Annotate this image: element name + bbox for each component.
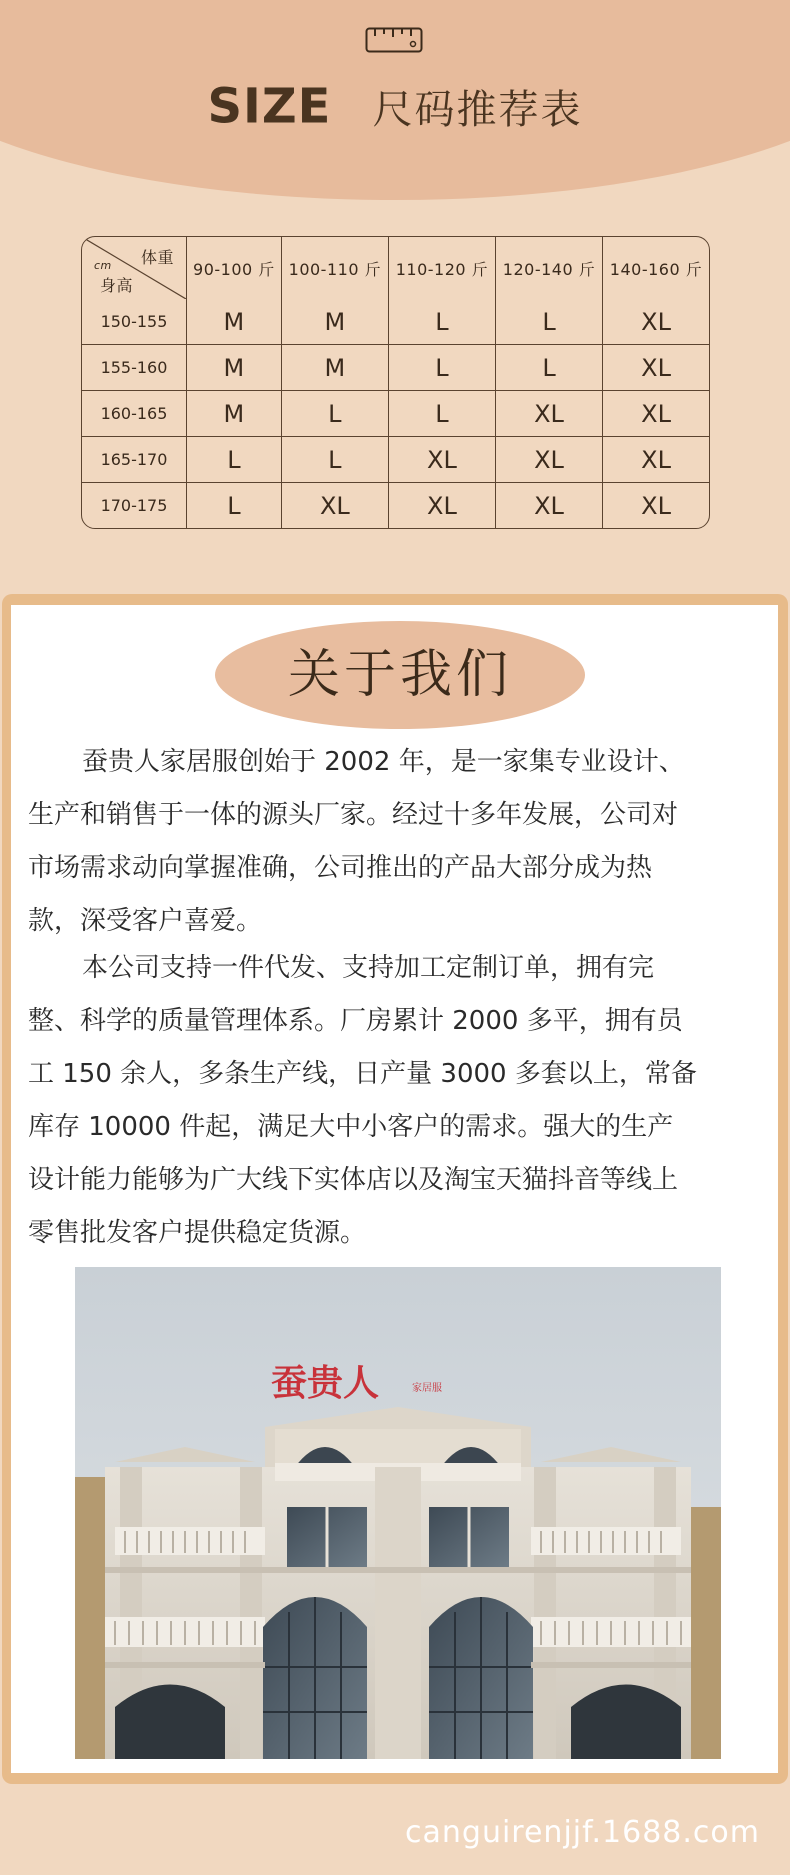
paragraph-line: 零售批发客户提供稳定货源。 bbox=[28, 1218, 367, 1248]
table-header-row bbox=[82, 237, 709, 299]
height-range-cell: 165-170 bbox=[82, 437, 187, 483]
weight-label: 体重 bbox=[140, 248, 174, 267]
about-title: 关于我们 bbox=[287, 645, 512, 705]
size-cell: XL bbox=[282, 483, 389, 528]
size-cell: M bbox=[282, 345, 389, 391]
height-range-cell: 170-175 bbox=[82, 483, 187, 528]
size-cell: XL bbox=[389, 437, 496, 483]
table-row bbox=[82, 299, 709, 345]
size-cell: XL bbox=[603, 391, 709, 437]
size-cell: L bbox=[496, 345, 603, 391]
paragraph-line: 蚕贵人家居服创始于 2002 年，是一家集专业设计、 bbox=[82, 747, 685, 777]
size-cell: XL bbox=[603, 345, 709, 391]
paragraph-line: 本公司支持一件代发、支持加工定制订单，拥有完 bbox=[82, 953, 655, 983]
size-cell: L bbox=[389, 345, 496, 391]
height-range-cell: 160-165 bbox=[82, 391, 187, 437]
height-range-cell: 150-155 bbox=[82, 299, 187, 345]
building-sign: 蚕贵人 bbox=[270, 1362, 380, 1404]
height-label: 身高 bbox=[100, 276, 134, 295]
table-row bbox=[82, 345, 709, 391]
weight-column-header: 140-160 斤 bbox=[609, 259, 703, 279]
size-cell: L bbox=[389, 391, 496, 437]
paragraph-line: 工 150 余人，多条生产线，日产量 3000 多套以上，常备 bbox=[28, 1059, 697, 1089]
weight-column-header: 100-110 斤 bbox=[282, 237, 389, 299]
company-building-photo bbox=[75, 1267, 721, 1759]
title-en: SIZE bbox=[207, 78, 332, 135]
title-cn: 尺码推荐表 bbox=[372, 87, 583, 133]
ruler-icon bbox=[365, 27, 423, 53]
size-cell: XL bbox=[496, 437, 603, 483]
page-title bbox=[0, 78, 790, 135]
building-sign-small: 家居服 bbox=[412, 1383, 442, 1394]
weight-column-header: 120-140 斤 bbox=[496, 237, 603, 299]
size-cell: L bbox=[282, 437, 389, 483]
paragraph-line: 整、科学的质量管理体系。厂房累计 2000 多平，拥有员 bbox=[28, 1006, 683, 1036]
size-cell: XL bbox=[603, 437, 709, 483]
size-cell: M bbox=[187, 345, 282, 391]
size-cell: M bbox=[187, 299, 282, 345]
size-cell: L bbox=[389, 299, 496, 345]
size-cell: XL bbox=[603, 299, 709, 345]
paragraph-line: 库存 10000 件起，满足大中小客户的需求。强大的生产 bbox=[28, 1112, 674, 1142]
height-range-cell: 155-160 bbox=[82, 345, 187, 391]
paragraph-line: 设计能力能够为广大线下实体店以及淘宝天猫抖音等线上 bbox=[28, 1165, 679, 1195]
size-cell: XL bbox=[641, 491, 671, 520]
size-cell: L bbox=[496, 299, 603, 345]
size-cell: L bbox=[282, 391, 389, 437]
size-table bbox=[81, 236, 710, 529]
size-cell: L bbox=[187, 483, 282, 528]
paragraph-line: 生产和销售于一体的源头厂家。经过十多年发展，公司对 bbox=[28, 800, 679, 830]
size-cell: L bbox=[187, 437, 282, 483]
table-row bbox=[82, 437, 709, 483]
paragraph-line: 市场需求动向掌握准确，公司推出的产品大部分成为热 bbox=[28, 853, 653, 883]
paragraph-line: 款，深受客户喜爱。 bbox=[28, 906, 263, 936]
size-cell: M bbox=[282, 299, 389, 345]
size-cell: XL bbox=[389, 483, 496, 528]
watermark-url: canguirenjjf.1688.com bbox=[405, 1815, 760, 1850]
about-paragraph-1 bbox=[28, 736, 768, 948]
weight-column-header: 90-100 斤 bbox=[187, 237, 282, 299]
table-row bbox=[82, 391, 709, 437]
size-cell: XL bbox=[496, 391, 603, 437]
size-cell: XL bbox=[496, 483, 603, 528]
table-row bbox=[82, 483, 709, 528]
size-cell: M bbox=[187, 391, 282, 437]
about-paragraph-2 bbox=[28, 942, 768, 1260]
table-corner-cell bbox=[82, 237, 187, 299]
weight-column-header: 110-120 斤 bbox=[389, 237, 496, 299]
unit-label: cm bbox=[94, 259, 112, 272]
